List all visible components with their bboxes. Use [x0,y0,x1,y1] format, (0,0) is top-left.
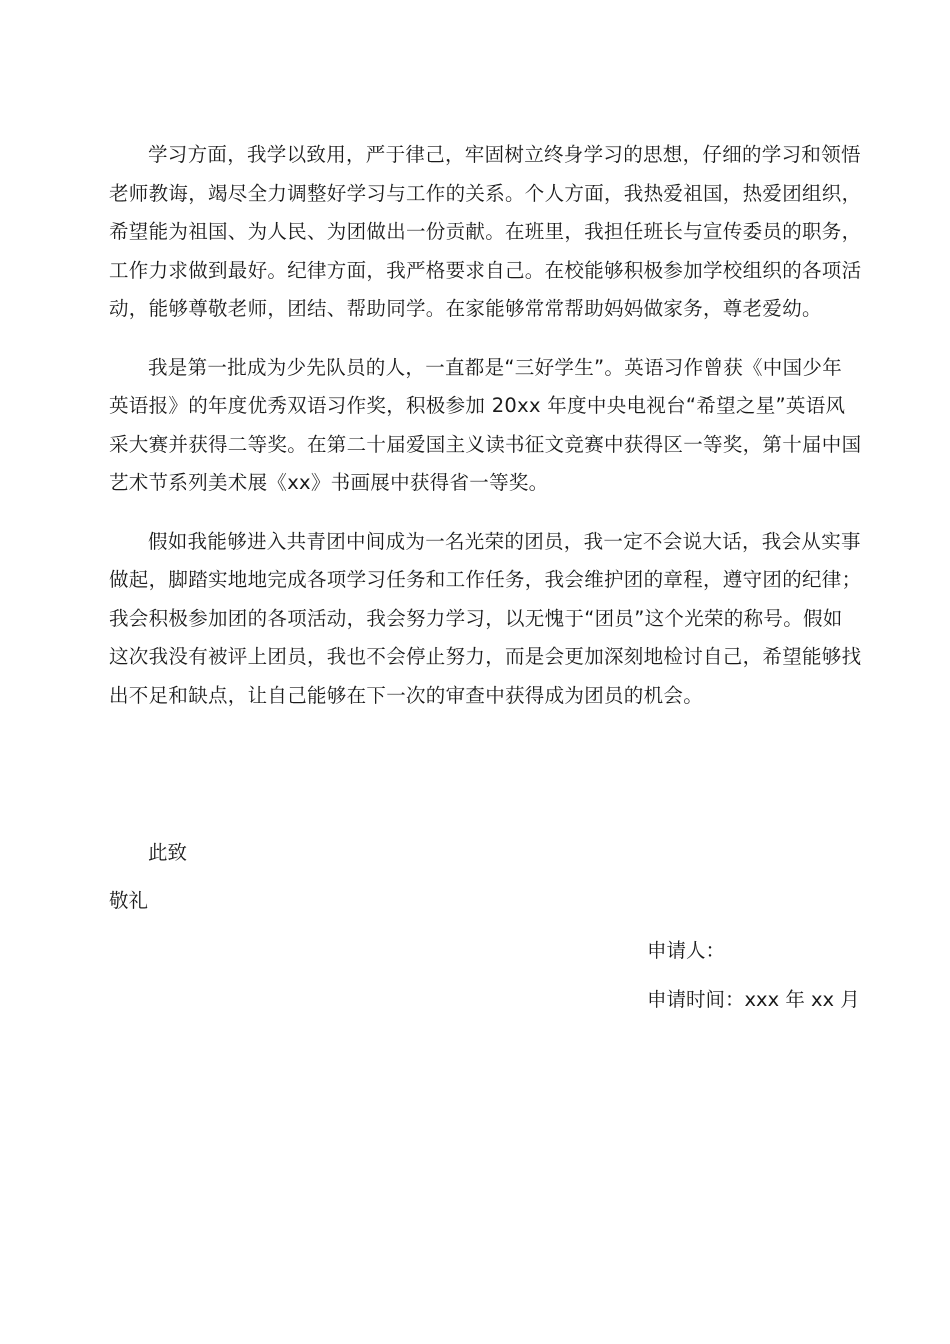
paragraph-line: 英语报》的年度优秀双语习作奖，积极参加 20xx 年度中央电视台“希望之星”英语风 [109,394,846,417]
paragraph-line: 老师教诲，竭尽全力调整好学习与工作的关系。个人方面，我热爱祖国，热爱团组织， [109,181,862,205]
paragraph-line: 做起，脚踏实地地完成各项学习任务和工作任务，我会维护团的章程，遵守团的纪律； [109,568,862,591]
paragraph-study [109,136,862,329]
applicant-label: 申请人： [647,939,726,962]
paragraph-line: 采大赛并获得二等奖。在第二十届爱国主义读书征文竞赛中获得区一等奖，第十届中国 [109,432,862,456]
paragraph-line: 我会积极参加团的各项活动，我会努力学习，以无愧于“团员”这个光荣的称号。假如 [109,606,843,630]
paragraph-commitment [109,523,862,716]
paragraph-line: 我是第一批成为少先队员的人，一直都是“三好学生”。英语习作曾获《中国少年 [148,355,843,379]
paragraph-honors [109,349,862,503]
closing-ci-zhi: 此致 [148,841,188,864]
paragraph-line: 工作力求做到最好。纪律方面，我严格要求自己。在校能够积极参加学校组织的各项活 [109,258,862,282]
paragraph-line: 这次我没有被评上团员，我也不会停止努力，而是会更加深刻地检讨自己，希望能够找 [109,645,862,668]
paragraph-line: 艺术节系列美术展《xx》书画展中获得省一等奖。 [109,471,549,494]
closing-jing-li: 敬礼 [109,889,149,912]
paragraph-line: 希望能为祖国、为人民、为团做出一份贡献。在班里，我担任班长与宣传委员的职务， [109,220,862,243]
paragraph-line: 假如我能够进入共青团中间成为一名光荣的团员，我一定不会说大话，我会从实事 [148,529,861,553]
letter-body [109,136,862,735]
paragraph-line: 出不足和缺点，让自己能够在下一次的审查中获得成为团员的机会。 [109,683,704,707]
paragraph-line: 动，能够尊敬老师，团结、帮助同学。在家能够常常帮助妈妈做家务，尊老爱幼。 [109,297,822,320]
application-date: 申请时间：xxx 年 xx 月 [647,988,860,1011]
paragraph-line: 学习方面，我学以致用，严于律己，牢固树立终身学习的思想，仔细的学习和领悟 [148,143,861,166]
